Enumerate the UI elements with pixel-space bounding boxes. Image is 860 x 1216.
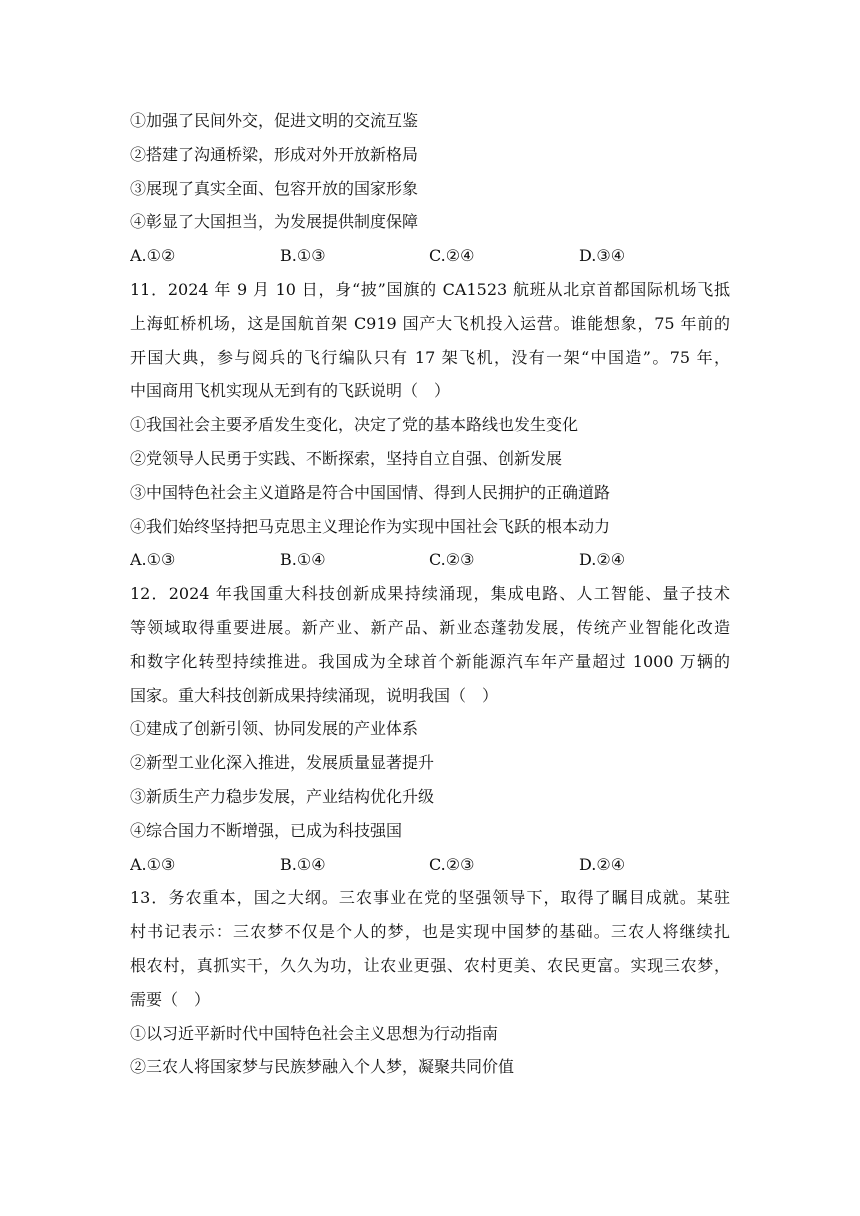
q13-option-2: ②三农人将国家梦与民族梦融入个人梦，凝聚共同价值 [130, 1057, 515, 1077]
q11-stem-line-3: 开国大典，参与阅兵的飞行编队只有 17 架飞机，没有一架“中国造”。75 年， [130, 347, 730, 367]
q11-stem-line-4: 中国商用飞机实现从无到有的飞跃说明（ ） [130, 381, 451, 401]
q13-option-1: ①以习近平新时代中国特色社会主义思想为行动指南 [130, 1023, 499, 1043]
q13-stem-line-2: 村书记表示：三农梦不仅是个人的梦，也是实现中国梦的基础。三农人将继续扎 [130, 922, 730, 942]
q11-option-2: ②党领导人民勇于实践、不断探索，坚持自立自强、创新发展 [130, 448, 563, 468]
q10-choice-d: D.③④ [579, 246, 626, 266]
q12-option-3: ③新质生产力稳步发展，产业结构优化升级 [130, 786, 435, 806]
q12-choice-c: C.②③ [429, 854, 475, 874]
q11-option-3: ③中国特色社会主义道路是符合中国国情、得到人民拥护的正确道路 [130, 482, 611, 502]
exam-page [130, 104, 730, 1084]
q12-stem-line-1: 12．2024 年我国重大科技创新成果持续涌现，集成电路、人工智能、量子技术 [130, 584, 730, 604]
q10-choice-a: A.①② [130, 246, 176, 266]
q10-option-3: ③展现了真实全面、包容开放的国家形象 [130, 178, 419, 198]
q10-choice-b: B.①③ [280, 246, 326, 266]
q11-choices [130, 543, 730, 577]
q12-option-4: ④综合国力不断增强，已成为科技强国 [130, 820, 403, 840]
q10-choices [130, 239, 730, 273]
q13-stem-line-3: 根农村，真抓实干，久久为功，让农业更强、农村更美、农民更富。实现三农梦， [130, 955, 730, 975]
q13-stem-line-4: 需要（ ） [130, 989, 211, 1009]
q13-stem-line-1: 13．务农重本，国之大纲。三农事业在党的坚强领导下，取得了瞩目成就。某驻 [130, 888, 730, 908]
q10-choice-c: C.②④ [429, 246, 475, 266]
q12-option-2: ②新型工业化深入推进，发展质量显著提升 [130, 753, 435, 773]
q12-choice-d: D.②④ [579, 854, 626, 874]
q11-choice-a: A.①③ [130, 550, 176, 570]
q11-option-4: ④我们始终坚持把马克思主义理论作为实现中国社会飞跃的根本动力 [130, 516, 611, 536]
q11-choice-b: B.①④ [280, 550, 326, 570]
q11-option-1: ①我国社会主要矛盾发生变化，决定了党的基本路线也发生变化 [130, 415, 579, 435]
q10-option-1: ①加强了民间外交，促进文明的交流互鉴 [130, 111, 419, 130]
q10-option-2: ②搭建了沟通桥梁，形成对外开放新格局 [130, 144, 419, 164]
q11-choice-d: D.②④ [579, 550, 626, 570]
q12-choice-b: B.①④ [280, 854, 326, 874]
q11-stem-line-1: 11．2024 年 9 月 10 日，身“披”国旗的 CA1523 航班从北京首都国际机场飞抵 [130, 279, 730, 299]
q12-option-1: ①建成了创新引领、协同发展的产业体系 [130, 719, 419, 739]
q10-option-4: ④彰显了大国担当，为发展提供制度保障 [130, 212, 419, 232]
q12-stem-line-4: 国家。重大科技创新成果持续涌现，说明我国（ ） [130, 685, 499, 705]
q11-stem-line-2: 上海虹桥机场，这是国航首架 C919 国产大飞机投入运营。谁能想象，75 年前的 [130, 313, 730, 333]
q12-stem-line-2: 等领域取得重要进展。新产业、新产品、新业态蓬勃发展，传统产业智能化改造 [130, 617, 730, 637]
q12-stem-line-3: 和数字化转型持续推进。我国成为全球首个新能源汽车年产量超过 1000 万辆的 [130, 651, 730, 671]
q11-choice-c: C.②③ [429, 550, 475, 570]
q12-choices [130, 848, 730, 882]
q12-choice-a: A.①③ [130, 854, 176, 874]
